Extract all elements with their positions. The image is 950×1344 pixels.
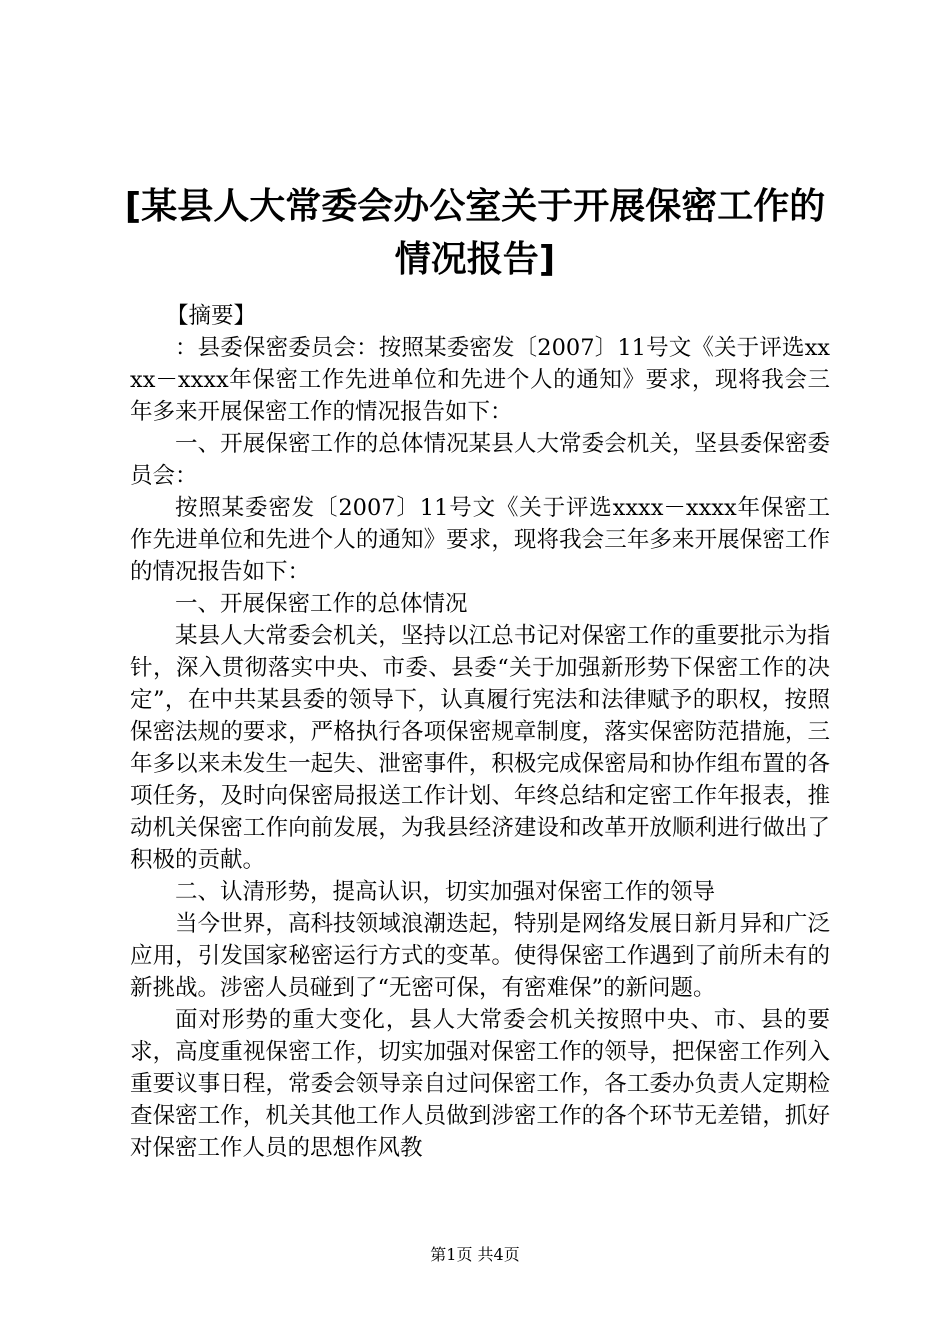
abstract-heading: 【摘要】 <box>166 303 257 329</box>
paragraph: 某县人大常委会机关，坚持以江总书记对保密工作的重要批示为指针，深入贯彻落实中央、市委、县委“关于加强新形势下保密工作的决定”，在中共某县委的领导下，认真履行宪法和法律赋予的职权，按照保密法规的要求，严格执行各项保密规章制度，落实保密防范措施，三年多以来未发生一起失、泄密事件，积极完成保密局和协作组布置的各项任务，及时向保密局报送工作计划、年终总结和定密工作年报表，推动机关保密工作向前发展，为我县经济建设和改革开放顺利进行做出了积极的贡献。 <box>130 623 830 873</box>
paragraph: 当今世界，高科技领域浪潮迭起，特别是网络发展日新月异和广泛应用，引发国家秘密运行方式的变革。使得保密工作遇到了前所未有的新挑战。涉密人员碰到了“无密可保，有密难保”的新问题。 <box>130 911 830 1001</box>
paragraph: 一、开展保密工作的总体情况某县人大常委会机关，坚县委保密委员会： <box>130 431 830 489</box>
document-title-line-1: [某县人大常委会办公室关于开展保密工作的 <box>124 186 826 227</box>
document-body <box>130 300 830 1164</box>
document-title-line-2: 情况报告] <box>394 239 556 280</box>
section-heading: 二、认清形势，提高认识，切实加强对保密工作的领导 <box>175 879 716 905</box>
paragraph: 面对形势的重大变化，县人大常委会机关按照中央、市、县的要求，高度重视保密工作，切实加强对保密工作的领导，把保密工作列入重要议事日程，常委会领导亲自过问保密工作，各工委办负责人定期检查保密工作，机关其他工作人员做到涉密工作的各个环节无差错，抓好对保密工作人员的思想作风教 <box>130 1007 830 1161</box>
section-heading: 一、开展保密工作的总体情况 <box>175 591 468 617</box>
paragraph: ：县委保密委员会：按照某委密发〔2007〕11号文《关于评选xxxx－xxxx年保密工作先进单位和先进个人的通知》要求，现将我会三年多来开展保密工作的情况报告如下： <box>130 335 830 425</box>
page-footer: 第1页 共4页 <box>430 1245 520 1264</box>
paragraph: 按照某委密发〔2007〕11号文《关于评选xxxx－xxxx年保密工作先进单位和先进个人的通知》要求，现将我会三年多来开展保密工作的情况报告如下： <box>130 495 830 585</box>
